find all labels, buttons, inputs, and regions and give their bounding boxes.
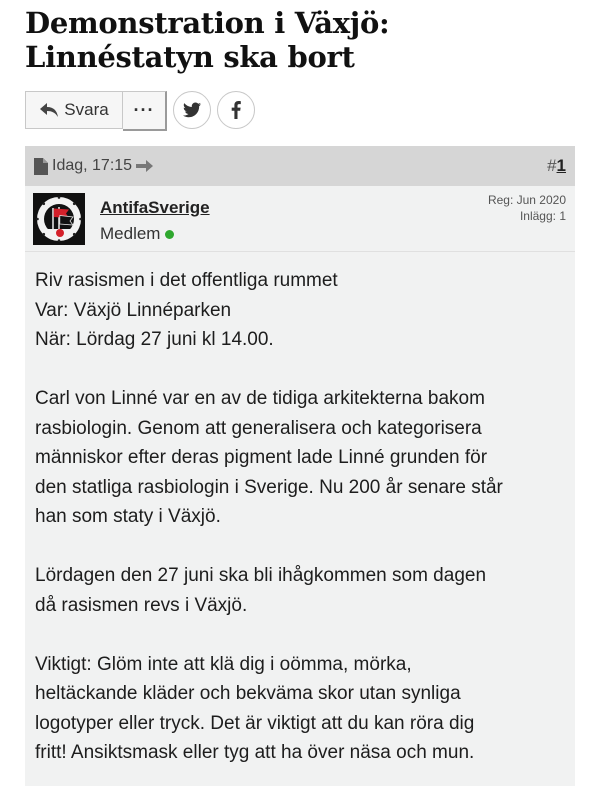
post-line: Carl von Linné var en av de tidiga arkitekterna bakom	[35, 388, 485, 409]
share-twitter-button[interactable]	[173, 91, 211, 129]
share-facebook-button[interactable]	[217, 91, 255, 129]
author-post-count: Inlägg: 1	[519, 209, 566, 223]
post-line: heltäckande kläder och bekväma skor utan synliga	[35, 683, 461, 704]
post-line: Var: Växjö Linnéparken	[35, 299, 232, 321]
post-line: rasbiologin. Genom att generalisera och kategorisera	[35, 417, 482, 439]
post-header	[25, 146, 575, 186]
post-number-prefix: #	[547, 156, 557, 175]
twitter-icon	[183, 102, 201, 118]
post-number[interactable]: 1	[556, 156, 566, 175]
post-line: den statliga rasbiologin i Sverige. Nu 200 år senare står	[35, 476, 503, 498]
reply-icon	[39, 102, 59, 118]
post-line: Lördagen den 27 juni ska bli ihågkommen som dagen	[35, 565, 487, 586]
document-icon	[34, 158, 48, 175]
author-role	[100, 224, 174, 244]
author-reg-date: Reg: Jun 2020	[487, 193, 566, 207]
more-options-button[interactable]: ···	[123, 91, 167, 131]
post	[25, 146, 575, 786]
facebook-icon	[231, 101, 241, 119]
post-line: då rasismen revs i Växjö.	[35, 594, 248, 616]
author-stats	[488, 192, 566, 224]
thread-title: Demonstration i Växjö: Linnéstatyn ska bort	[25, 6, 390, 74]
thread-actions	[25, 90, 255, 130]
author-username[interactable]: AntifaSverige	[100, 198, 210, 217]
post-line: fritt! Ansiktsmask eller tyg att ha över näsa och mun.	[35, 742, 475, 763]
avatar[interactable]	[33, 193, 85, 245]
post-meta	[34, 157, 154, 175]
post-paragraph	[35, 384, 565, 532]
post-line: han som staty i Växjö.	[35, 506, 221, 527]
post-paragraph	[35, 266, 565, 355]
post-line: logotyper eller tryck. Det är viktigt att du kan röra dig	[35, 712, 475, 734]
author-role-label: Medlem	[100, 224, 161, 243]
post-line: Riv rasismen i det offentliga rummet	[35, 270, 338, 291]
online-status-icon	[165, 230, 174, 239]
reply-button-label: Svara	[64, 100, 109, 119]
post-permalink[interactable]	[547, 156, 566, 176]
post-paragraph	[35, 650, 565, 768]
author-info	[25, 186, 575, 252]
post-line: När: Lördag 27 juni kl 14.00.	[35, 329, 274, 350]
post-timestamp: Idag, 17:15	[52, 157, 133, 174]
arrow-right-icon[interactable]	[136, 159, 154, 173]
post-body	[25, 252, 575, 768]
post-line: människor efter deras pigment lade Linné grunden för	[35, 447, 488, 468]
post-paragraph	[35, 561, 565, 620]
reply-button[interactable]	[25, 91, 123, 129]
post-line: Viktigt: Glöm inte att klä dig i oömma, mörka,	[35, 653, 412, 675]
